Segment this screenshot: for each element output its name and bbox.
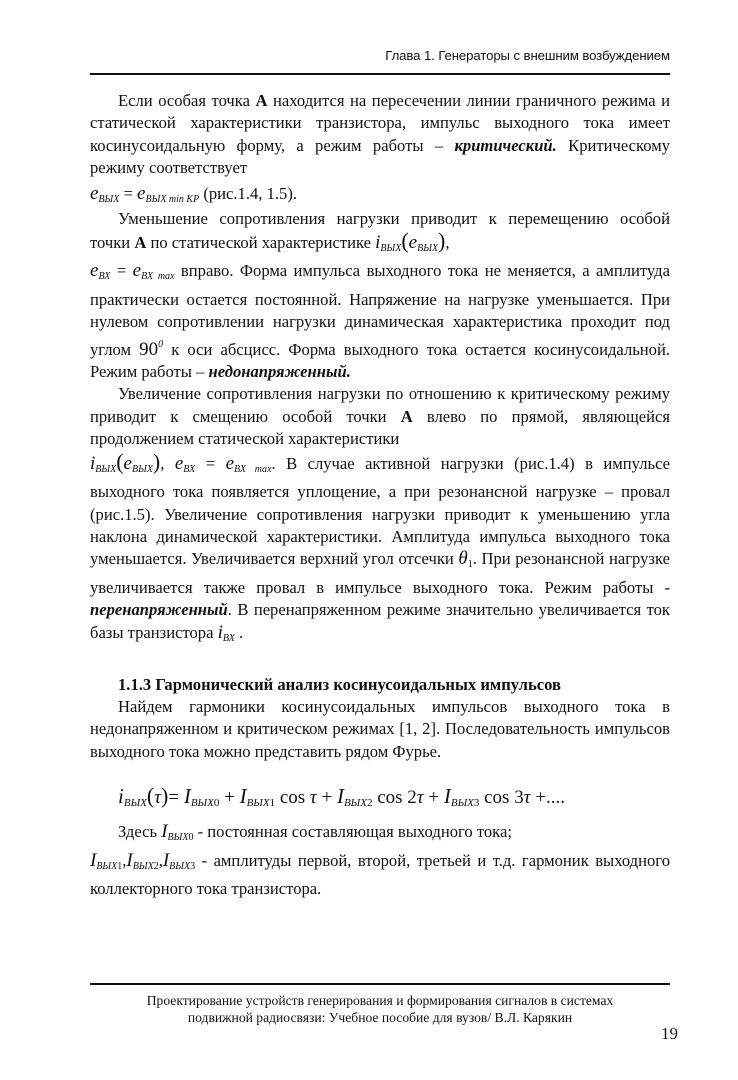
text: Если особая точка (118, 91, 256, 110)
text: вправо. Форма импульса выходного тока не меняется, а амплитуда практически остается постоянной. Напряжение на нагрузке уменьшается. При нулевом сопротивлении нагрузки динамическая характеристика проходит под углом (90, 261, 670, 359)
paragraph-harmonics-legend (90, 821, 670, 900)
text: Здесь (118, 822, 162, 842)
footer-rule (90, 983, 670, 985)
page-body (90, 90, 670, 900)
text: - амплитуды первой, второй, третьей и т.д. гармоник выходного коллекторного тока транзистора. (90, 850, 670, 898)
formula-e-in-max: $e_{ВХ} = e_{ВХ max}$ (174, 452, 272, 475)
critical-condition-line (90, 180, 670, 208)
text: Увеличение сопротивления нагрузки по отношению к критическому режиму приводит к смещению особой точки (90, 384, 670, 426)
text: Критическому режиму соответствует (90, 135, 671, 178)
footer (90, 992, 670, 1026)
text: влево по прямой, являющейся продолжением статической характеристики (90, 406, 670, 449)
footer-line-1: Проектирование устройств генерирования и формирования сигналов в системах (146, 993, 614, 1008)
text: находится на пересечении линии граничного режима и статической характеристики транзистора, импульс выходного тока имеет косинусоидальную форму, а режим работы – (90, 91, 670, 155)
formula-static-characteristic: $i_{ВЫХ}(e_{ВЫХ})$ (375, 228, 446, 255)
text: . В перенапряженном режиме значительно увеличивается ток базы транзистора (90, 600, 670, 642)
text: . При резонансной нагрузке увеличивается также провал в импульсе выходного тока. Режим работы - (90, 549, 670, 597)
formula-base-current: $i_{ВХ}$ (217, 621, 235, 644)
point-a: А (134, 233, 147, 253)
text: к оси абсцисс. Форма выходного тока остается косинусоидальной. Режим работы – (90, 339, 670, 382)
text: . (234, 622, 244, 642)
header-rule (90, 73, 670, 75)
text: . В случае активной нагрузки (рис.1.4) в импульсе выходного тока появляется уплощение, а при резонансной нагрузке – провал (рис.1.5). Увеличение сопротивления нагрузки приводит к уменьшению угла наклона динамической характеристики. Амплитуда импульса выходного тока уменьшается. Увеличивается верхний угол отсечки (90, 453, 670, 569)
paragraph-overload (90, 383, 670, 649)
text: , (445, 233, 450, 253)
page-number: 19 (661, 1024, 678, 1043)
mode-underload: недонапряженный. (208, 362, 351, 382)
point-a: А (400, 406, 413, 426)
formula-dc-term: $I_{ВЫХ0}$ (161, 821, 194, 844)
running-header: Глава 1. Генераторы с внешним возбуждением (385, 48, 670, 63)
formula-e-out-min: $e_{ВЫХ} = e_{ВЫХ min КР}$ (90, 182, 200, 205)
formula-angle: $90^0$ (139, 338, 164, 360)
formula-e-in-max: $e_{ВХ} = e_{ВХ max}$ (90, 260, 175, 283)
text: Уменьшение сопротивления нагрузки приводит к перемещению особой точки (90, 208, 670, 253)
text: , (160, 453, 175, 473)
fourier-series-formula: $i_{ВЫХ}(\tau)= I_{ВЫХ0} + I_{ВЫХ1}$ $\cos \tau + I_{ВЫХ2}$ $\cos 2\tau + I_{ВЫХ3}$ cos 3τ +.... (118, 783, 565, 810)
text: - постоянная составляющая выходного тока; (193, 822, 512, 842)
paragraph-underload (90, 208, 670, 384)
formula-theta: $\theta_1$ (458, 548, 473, 571)
paragraph-critical-mode (90, 90, 670, 180)
figure-reference: (рис.1.4, 1.5). (199, 183, 297, 203)
paragraph-fourier-intro: Найдем гармоники косинусоидальных импульсов выходного тока в недонапряженном и критическом режимах [1, 2]. Последовательность импульсов выходного тока можно представить рядом Фурье. (90, 696, 670, 761)
mode-critical: критический. (454, 135, 557, 155)
section-heading: 1.1.3 Гармонический анализ косинусоидальных импульсов (118, 674, 561, 694)
mode-overload: перенапряженный (90, 600, 228, 620)
point-a: А (255, 91, 268, 110)
footer-line-2: подвижной радиосвязи: Учебное пособие для вузов/ В.Л. Карякин (187, 1010, 573, 1025)
text: по статической характеристике (146, 233, 376, 253)
formula-harmonics: $I_{ВЫХ1},I_{ВЫХ2},I_{ВЫХ3}$ (90, 849, 196, 872)
formula-static-characteristic: $i_{ВЫХ}(e_{ВЫХ})$ (90, 448, 161, 475)
